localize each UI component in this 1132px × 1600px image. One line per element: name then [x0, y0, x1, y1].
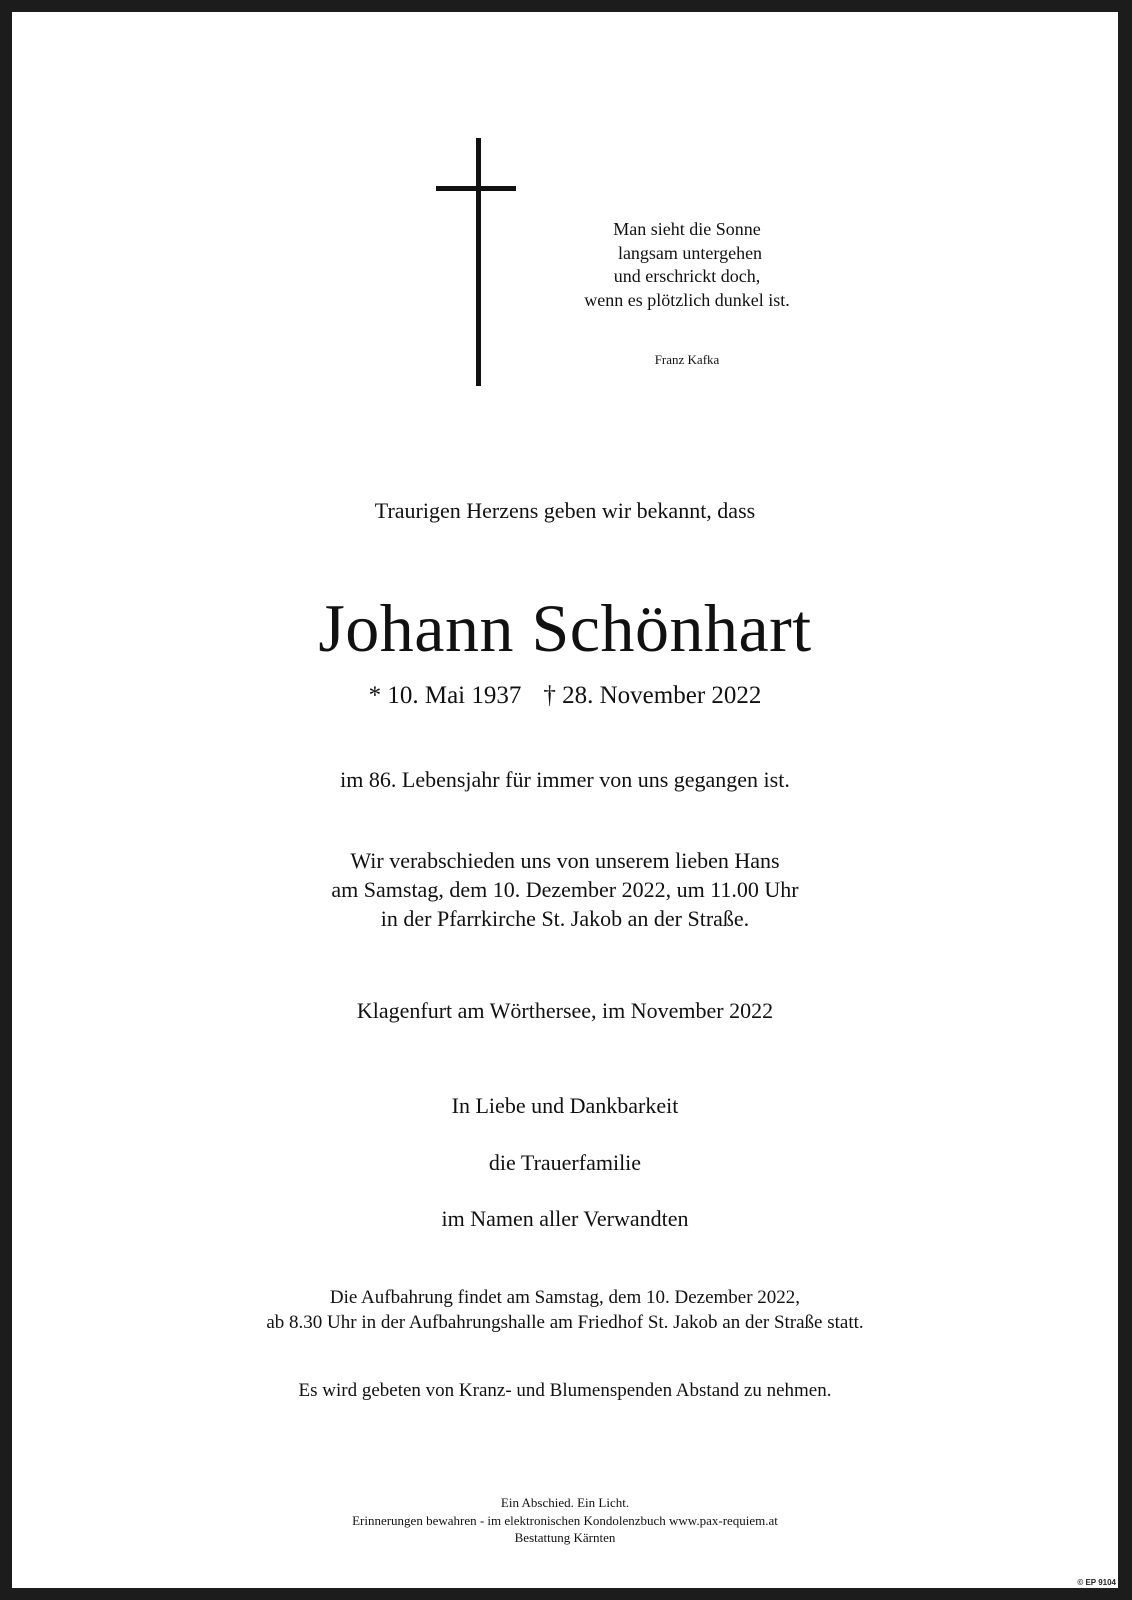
viewing-line: Die Aufbahrung findet am Samstag, dem 10. Dezember 2022,	[329, 1287, 801, 1308]
obituary-page	[12, 12, 1118, 1588]
age-line: im 86. Lebensjahr für immer von uns gegangen ist.	[340, 767, 790, 792]
quote-line: Man sieht die Sonne	[613, 219, 761, 239]
life-dates	[12, 682, 1118, 710]
farewell-line: in der Pfarrkirche St. Jakob an der Straße.	[380, 906, 750, 931]
cross-icon-bar	[436, 186, 516, 191]
quote	[552, 218, 822, 312]
signature-line: im Namen aller Verwandten	[441, 1206, 689, 1231]
footer	[12, 1494, 1118, 1547]
signature-line: die Trauerfamilie	[488, 1150, 642, 1175]
print-code: © EP 9104	[1077, 1578, 1116, 1587]
farewell-line: am Samstag, dem 10. Dezember 2022, um 11.00 Uhr	[331, 877, 799, 902]
quote-line: und erschrickt doch,	[613, 266, 761, 286]
quote-line: langsam untergehen	[617, 242, 763, 263]
farewell-line: Wir verabschieden uns von unserem lieben Hans	[350, 848, 780, 873]
signature-line: In Liebe und Dankbarkeit	[451, 1093, 679, 1118]
quote-line: wenn es plötzlich dunkel ist.	[584, 289, 790, 310]
cross-icon	[476, 138, 481, 386]
donation-request: Es wird gebeten von Kranz- und Blumenspenden Abstand zu nehmen.	[298, 1380, 832, 1401]
footer-line: Bestattung Kärnten	[514, 1530, 616, 1545]
viewing-info	[12, 1286, 1118, 1335]
footer-line: Ein Abschied. Ein Licht.	[500, 1495, 630, 1510]
footer-line: Erinnerungen bewahren - im elektronischen Kondolenzbuch www.pax-requiem.at	[352, 1512, 778, 1528]
intro-text: Traurigen Herzens geben wir bekannt, dass	[374, 498, 756, 523]
birth-date: * 10. Mai 1937	[368, 682, 522, 709]
viewing-line: ab 8.30 Uhr in der Aufbahrungshalle am Friedhof St. Jakob an der Straße statt.	[266, 1311, 864, 1333]
deceased-name: Johann Schönhart	[318, 590, 812, 666]
farewell-block	[12, 846, 1118, 933]
death-date: † 28. November 2022	[543, 682, 762, 709]
place-date: Klagenfurt am Wörthersee, im November 2022	[356, 998, 774, 1023]
quote-author: Franz Kafka	[654, 352, 720, 367]
